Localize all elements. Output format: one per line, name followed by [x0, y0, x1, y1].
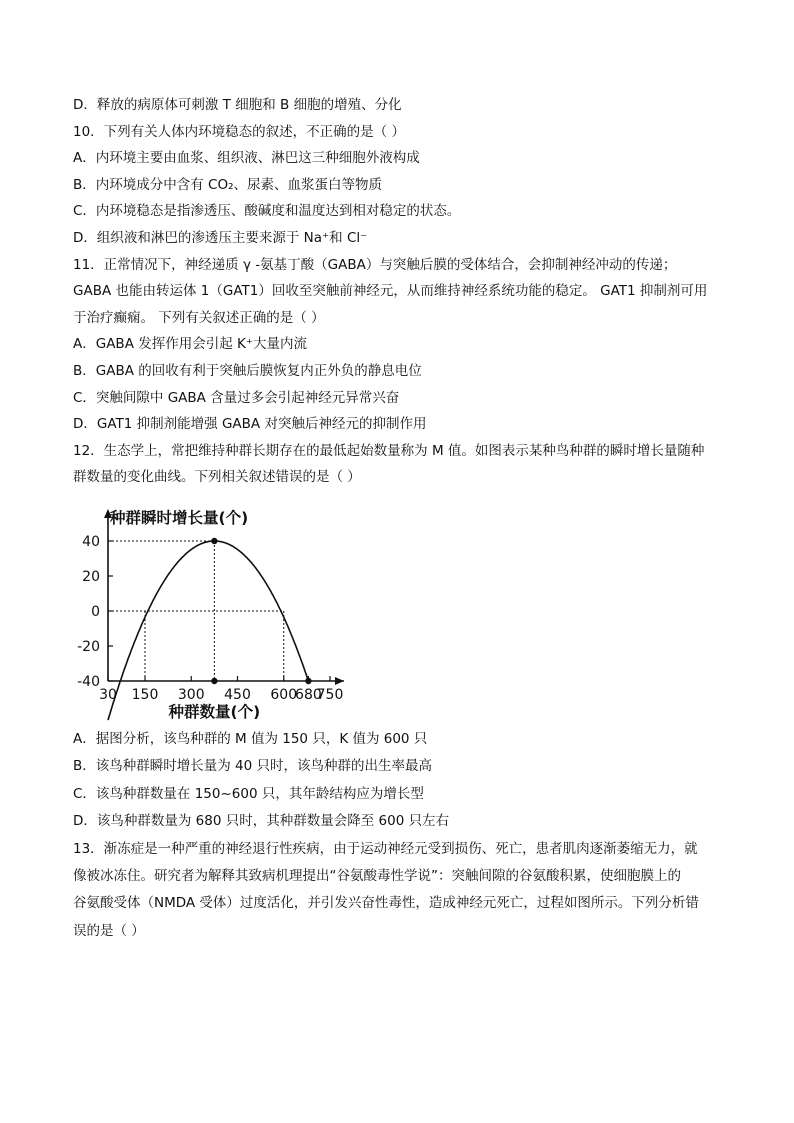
- x-375-point: [211, 678, 217, 684]
- question-line: B．该鸟种群瞬时增长量为 40 只时，该鸟种群的出生率最高: [73, 758, 433, 775]
- question-line: A．内环境主要由血浆、组织液、淋巴这三种细胞外液构成: [73, 150, 420, 167]
- question-line: D．该鸟种群数量为 680 只时，其种群数量会降至 600 只左右: [73, 813, 450, 830]
- peak-point: [211, 538, 217, 544]
- question-line: D．组织液和淋巴的渗透压主要来源于 Na⁺和 Cl⁻: [73, 230, 368, 246]
- question-line: 误的是（ ）: [73, 922, 145, 939]
- question-line: 11．正常情况下，神经递质 γ -氨基丁酸（GABA）与突触后膜的受体结合，会抑制神经冲动的传递；: [73, 256, 677, 273]
- question-line: A．GABA 发挥作用会引起 K⁺大量内流: [73, 336, 307, 353]
- question-line: 像被冰冻住。研究者为解释其致病机理提出“谷氨酸毒性学说”：突触间隙的谷氨酸积累，使细胞膜上的: [73, 868, 681, 884]
- question-line: 13．渐冻症是一种严重的神经退行性疾病，由于运动神经元受到损伤、死亡，患者肌肉逐渐萎缩无力，就: [73, 840, 698, 857]
- question-line: B．GABA 的回收有利于突触后膜恢复内正外负的静息电位: [73, 363, 422, 379]
- y-tick-label: 20: [82, 569, 100, 585]
- x-tick-label: 30: [99, 687, 117, 703]
- y-tick-label: -20: [77, 639, 100, 655]
- question-line: 12．生态学上，常把维持种群长期存在的最低起始数量称为 M 值。如图表示某种鸟种群的瞬时增长量随种: [73, 442, 705, 459]
- y-tick-label: 40: [82, 534, 100, 550]
- y-tick-label: 0: [91, 604, 100, 620]
- question-line: A．据图分析，该鸟种群的 M 值为 150 只，K 值为 600 只: [73, 731, 428, 747]
- x-tick-label: 300: [177, 687, 205, 703]
- question-line: GABA 也能由转运体 1（GAT1）回收至突触前神经元，从而维持神经系统功能的稳定。 GAT1 抑制剂可用: [73, 283, 708, 300]
- question-line: B．内环境成分中含有 CO₂、尿素、血浆蛋白等物质: [73, 176, 383, 193]
- x-tick-label: 750: [316, 687, 344, 703]
- x-tick-label: 450: [224, 687, 251, 703]
- x-axis-label: 种群数量(个): [168, 703, 261, 721]
- x-tick-label: 150: [131, 687, 159, 703]
- question-line: C．内环境稳态是指渗透压、酸碱度和温度达到相对稳定的状态。: [73, 203, 461, 220]
- population-growth-chart: [77, 503, 350, 725]
- y-tick-label: -40: [77, 674, 100, 690]
- x-680-point: [305, 678, 311, 684]
- y-axis-label: 种群瞬时增长量(个): [110, 509, 249, 527]
- question-line: C．该鸟种群数量在 150~600 只，其年龄结构应为增长型: [73, 785, 424, 802]
- x-tick-label: 680: [295, 687, 322, 703]
- question-line: 于治疗癫痫。 下列有关叙述正确的是（ ）: [73, 309, 325, 326]
- x-tick-label: 600: [270, 687, 298, 703]
- question-line: D．GAT1 抑制剂能增强 GABA 对突触后神经元的抑制作用: [73, 416, 427, 433]
- x-axis-arrow-icon: [335, 677, 344, 685]
- question-line: C．突触间隙中 GABA 含量过多会引起神经元异常兴奋: [73, 389, 400, 406]
- question-line: 谷氨酸受体（NMDA 受体）过度活化，并引发兴奋性毒性，造成神经元死亡，过程如图所示。下列分析错: [73, 895, 699, 912]
- question-line: D．释放的病原体可刺激 T 细胞和 B 细胞的增殖、分化: [73, 97, 402, 113]
- question-line: 群数量的变化曲线。下列相关叙述错误的是（ ）: [73, 469, 361, 486]
- question-line: 10．下列有关人体内环境稳态的叙述，不正确的是（ ）: [73, 123, 405, 140]
